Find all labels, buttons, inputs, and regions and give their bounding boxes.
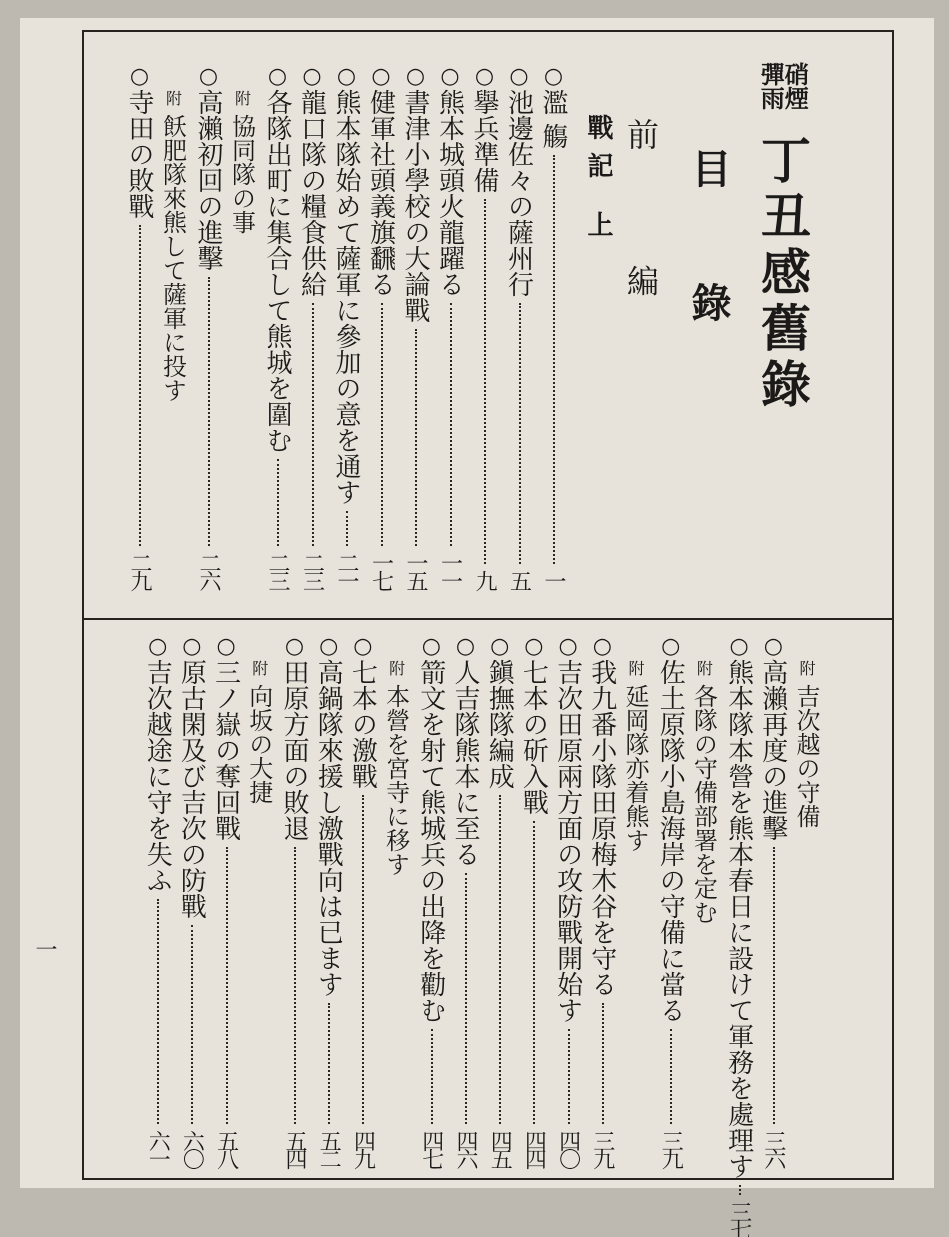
lower-entry xyxy=(794,640,818,828)
entry-title: 書津小學校の大論戰 xyxy=(400,89,430,323)
circle-bullet-icon: ○ xyxy=(760,634,786,659)
leader-dots xyxy=(482,199,486,564)
entry-page-number: 四〇 xyxy=(555,1130,581,1166)
entry-title: 池邊佐々の薩州行 xyxy=(503,89,534,297)
appendix-mark: 附 xyxy=(232,90,252,106)
leader-dots xyxy=(600,1003,604,1124)
circle-bullet-icon: ○ xyxy=(196,64,221,89)
entry-page-number: 一七 xyxy=(368,552,394,588)
entry-page-number: 一五 xyxy=(403,552,428,588)
lower-entry xyxy=(142,634,173,1166)
lower-entry xyxy=(452,634,478,1166)
circle-bullet-icon: ○ xyxy=(555,634,581,659)
upper-entry xyxy=(540,64,566,588)
lower-entry xyxy=(757,634,788,1166)
book-page xyxy=(20,18,934,1237)
entry-title: 原古閑及び吉次の防戰 xyxy=(176,659,207,919)
entry-page-number: 九 xyxy=(472,570,497,588)
book-title: 丁丑感舊錄 xyxy=(753,134,812,414)
upper-entry xyxy=(126,64,152,588)
appendix-mark: 附 xyxy=(797,660,816,676)
entry-page-number: 一 xyxy=(541,570,566,588)
upper-entry xyxy=(227,70,256,234)
entry-page-number: 三九 xyxy=(658,1130,684,1166)
circle-bullet-icon: ○ xyxy=(127,64,152,89)
entry-title: 濫 觴 xyxy=(538,89,568,150)
circle-bullet-icon: ○ xyxy=(487,634,513,659)
leader-dots xyxy=(344,511,348,546)
leader-dots xyxy=(413,329,417,546)
circle-bullet-icon: ○ xyxy=(472,64,497,89)
entry-page-number: 五 xyxy=(506,570,532,588)
entry-page-number: 五八 xyxy=(213,1130,239,1166)
appendix-mark: 附 xyxy=(163,90,183,106)
entry-page-number: 二三 xyxy=(265,552,290,588)
circle-bullet-icon: ○ xyxy=(282,634,307,659)
appendix-mark: 附 xyxy=(694,660,714,676)
leader-dots xyxy=(326,1003,330,1124)
leader-dots xyxy=(292,847,296,1124)
leader-dots xyxy=(360,795,364,1124)
lower-entry xyxy=(586,634,617,1166)
entry-title: 健軍社頭義旗飜る xyxy=(365,89,396,297)
lower-entry xyxy=(244,640,273,804)
upper-entry xyxy=(264,64,290,588)
circle-bullet-icon: ○ xyxy=(316,634,342,659)
entry-title: 各隊出町に集合して熊城を圍む xyxy=(262,89,292,453)
leader-dots xyxy=(379,303,383,546)
entry-page-number: 四九 xyxy=(350,1130,376,1166)
circle-bullet-icon: ○ xyxy=(213,634,239,659)
lower-entry xyxy=(347,634,378,1166)
entry-page-number: 二六 xyxy=(196,552,221,588)
entry-page-number: 一一 xyxy=(437,552,463,588)
entry-title: 本營を宮寺に移す xyxy=(381,684,410,876)
section-divider xyxy=(82,618,894,620)
entry-title: 我九番小隊田原梅木谷を守る xyxy=(586,659,617,997)
entry-title: 三ノ嶽の奪回戰 xyxy=(210,659,241,841)
entry-title: 箭文を射て熊城兵の出降を勸む xyxy=(415,659,446,1023)
entry-title: 吉次越途に守を失ふ xyxy=(142,659,173,893)
entry-title: 熊本隊始めて薩軍に參加の意を通す xyxy=(331,89,361,505)
circle-bullet-icon: ○ xyxy=(179,634,205,659)
entry-title: 飫肥隊來熊して薩軍に投す xyxy=(158,114,187,402)
lower-entry xyxy=(281,634,307,1166)
circle-bullet-icon: ○ xyxy=(453,634,478,659)
lower-entry xyxy=(552,634,583,1166)
leader-dots xyxy=(429,1029,433,1124)
entry-title: 熊本城頭火龍躍る xyxy=(434,89,465,297)
entry-page-number: 四四 xyxy=(521,1130,547,1166)
leader-dots xyxy=(771,847,775,1124)
leader-dots xyxy=(497,795,501,1124)
leader-dots xyxy=(155,899,159,1124)
lower-entry xyxy=(176,634,207,1166)
entry-title: 鎭撫隊編成 xyxy=(484,659,515,789)
lower-entry xyxy=(313,634,344,1166)
lower-entry xyxy=(689,640,718,924)
entry-title: 高瀨初回の進擊 xyxy=(193,89,223,271)
upper-entry xyxy=(333,64,359,588)
circle-bullet-icon: ○ xyxy=(418,634,444,659)
entry-page-number: 三六 xyxy=(760,1130,786,1166)
entry-title: 田原方面の敗退 xyxy=(279,659,309,841)
leader-dots xyxy=(137,225,141,546)
circle-bullet-icon: ○ xyxy=(368,64,394,89)
circle-bullet-icon: ○ xyxy=(521,634,547,659)
circle-bullet-icon: ○ xyxy=(726,634,752,659)
circle-bullet-icon: ○ xyxy=(299,64,325,89)
section-label: 戰記 上 xyxy=(583,114,613,250)
lower-entry xyxy=(210,634,241,1166)
circle-bullet-icon: ○ xyxy=(265,64,290,89)
lower-entry xyxy=(381,640,410,876)
entry-page-number: 五四 xyxy=(282,1130,307,1166)
upper-entry xyxy=(365,64,396,588)
entry-title: 龍口隊の糧食供給 xyxy=(296,89,327,297)
entry-title: 人吉隊熊本に至る xyxy=(450,659,480,867)
entry-title: 七本の斫入戰 xyxy=(518,659,549,815)
leader-dots xyxy=(448,303,452,546)
appendix-mark: 附 xyxy=(626,660,645,676)
entry-title: 擧兵準備 xyxy=(469,89,499,193)
circle-bullet-icon: ○ xyxy=(350,634,376,659)
leader-dots xyxy=(737,1185,741,1195)
circle-bullet-icon: ○ xyxy=(403,64,428,89)
entry-page-number: 四七 xyxy=(418,1130,444,1166)
entry-title: 寺田の敗戰 xyxy=(124,89,154,219)
leader-dots xyxy=(517,303,521,564)
upper-entry xyxy=(434,64,465,588)
title-prefix-top: 硝煙 xyxy=(780,62,810,110)
entry-page-number: 二三 xyxy=(299,552,325,588)
entry-title: 協同隊の事 xyxy=(227,114,256,234)
upper-entry xyxy=(471,64,497,588)
leader-dots xyxy=(531,821,535,1124)
part-label: 前 編 xyxy=(622,118,660,349)
entry-title: 吉次越の守備 xyxy=(792,684,820,828)
leader-dots xyxy=(189,925,193,1124)
leader-dots xyxy=(310,303,314,546)
circle-bullet-icon: ○ xyxy=(541,64,566,89)
entry-title: 各隊の守備部署を定む xyxy=(689,684,718,924)
entry-page-number: 四五 xyxy=(487,1130,513,1166)
entry-title: 吉次田原兩方面の攻防戰開始す xyxy=(552,659,583,1023)
leader-dots xyxy=(551,155,555,564)
leader-dots xyxy=(224,847,228,1124)
lower-entry xyxy=(415,634,446,1166)
entry-page-number: 二九 xyxy=(127,552,152,588)
appendix-mark: 附 xyxy=(249,660,269,676)
entry-page-number: 六〇 xyxy=(179,1130,205,1166)
entry-page-number: 二一 xyxy=(334,552,359,588)
entry-page-number: 五二 xyxy=(316,1130,342,1166)
upper-entry xyxy=(503,64,534,588)
entry-title: 七本の激戰 xyxy=(347,659,378,789)
entry-title: 延岡隊亦着熊す xyxy=(621,684,649,852)
upper-entry xyxy=(402,64,428,588)
lower-entry xyxy=(484,634,515,1166)
entry-title: 佐土原隊小島海岸の守備に當る xyxy=(655,659,686,1023)
entry-page-number: 六一 xyxy=(145,1130,171,1166)
lower-entry xyxy=(623,640,647,852)
circle-bullet-icon: ○ xyxy=(589,634,615,659)
contents-heading: 目 錄 xyxy=(685,148,732,362)
leader-dots xyxy=(206,277,210,546)
upper-entry xyxy=(195,64,221,588)
page-number: 一 xyxy=(32,938,57,960)
leader-dots xyxy=(463,873,467,1124)
entry-page-number: 三九 xyxy=(589,1130,615,1166)
entry-page-number: 三七 xyxy=(726,1201,752,1237)
appendix-mark: 附 xyxy=(386,660,406,676)
upper-entry xyxy=(158,70,187,402)
entry-page-number: 四六 xyxy=(453,1130,478,1166)
entry-title: 高瀨再度の進擊 xyxy=(757,659,788,841)
circle-bullet-icon: ○ xyxy=(334,64,359,89)
lower-entry xyxy=(655,634,686,1166)
entry-title: 向坂の大捷 xyxy=(244,684,273,804)
lower-entry xyxy=(518,634,549,1166)
leader-dots xyxy=(668,1029,672,1124)
circle-bullet-icon: ○ xyxy=(437,64,463,89)
circle-bullet-icon: ○ xyxy=(145,634,171,659)
leader-dots xyxy=(566,1029,570,1124)
upper-entry xyxy=(296,64,327,588)
entry-title: 熊本隊本營を熊本春日に設けて軍務を處理す xyxy=(723,659,754,1179)
leader-dots xyxy=(275,459,279,546)
title-prefix-bottom: 彈雨 xyxy=(756,62,786,110)
entry-title: 高鍋隊來援し激戰向は已ます xyxy=(313,659,344,997)
lower-entry xyxy=(723,634,754,1237)
circle-bullet-icon: ○ xyxy=(658,634,684,659)
circle-bullet-icon: ○ xyxy=(506,64,532,89)
